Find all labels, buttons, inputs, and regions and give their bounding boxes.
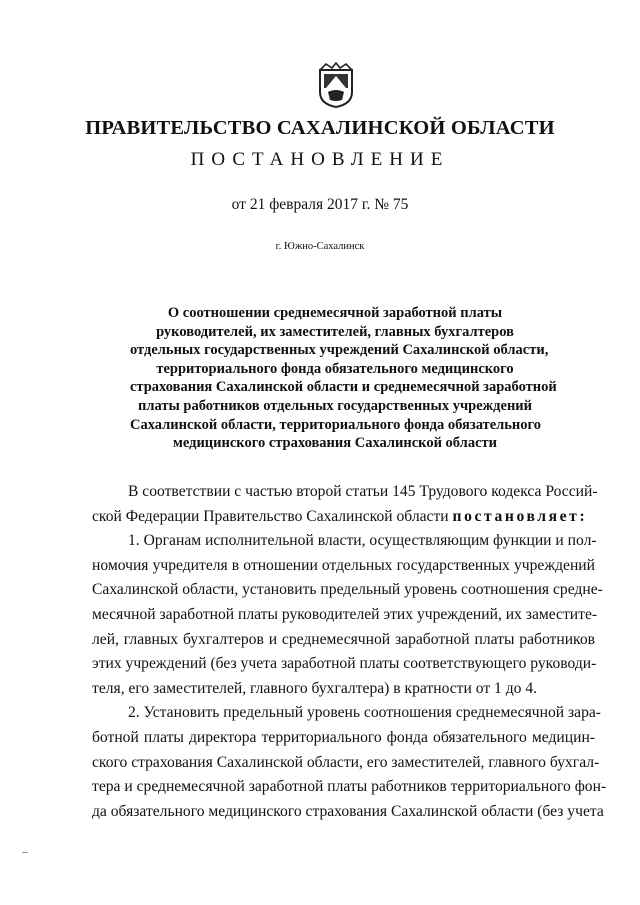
city: г. Южно-Сахалинск [275, 241, 365, 252]
subject-line: платы работников отдельных государственных учреждений [137, 397, 533, 414]
body-line: В соответствии с частью второй статьи 145 Трудового кодекса Россий- [128, 483, 598, 500]
document-subject [130, 304, 557, 453]
document-body [92, 480, 607, 824]
body-line: месячной заработной платы руководителей этих учреждений, их заместите- [92, 605, 598, 623]
subject-line: Сахалинской области, территориального фонда обязательного [130, 416, 542, 433]
subject-line: медицинского страхования Сахалинской области [173, 435, 497, 452]
body-line: ботной платы директора территориального фонда обязательного медицин- [92, 728, 595, 746]
date-number: от 21 февраля 2017 г. № 75 [231, 196, 409, 213]
body-line: 2. Установить предельный уровень соотношения среднемесячной зара- [128, 704, 601, 722]
body-line [92, 505, 595, 530]
body-line: этих учреждений (без учета заработной платы соответствующего руководи- [92, 655, 597, 673]
body-line: да обязательного медицинского страхования Сахалинской области (без учета [92, 802, 604, 820]
subject-line: отдельных государственных учреждений Сахалинской области, [130, 342, 549, 359]
body-line: ского страхования Сахалинской области, его заместителей, главного бухгал- [92, 753, 600, 771]
margin-mark [22, 852, 28, 853]
organization-title: ПРАВИТЕЛЬСТВО САХАЛИНСКОЙ ОБЛАСТИ [85, 117, 555, 139]
body-line: 1. Органам исполнительной власти, осуществляющим функции и пол- [128, 532, 597, 550]
coat-of-arms-icon [318, 62, 354, 108]
preamble-keyword: постановляет: [452, 507, 588, 525]
body-line: тера и среднемесячной заработной платы работников территориального фон- [92, 778, 607, 796]
body-line: лей, главных бухгалтеров и среднемесячной заработной платы работников [92, 630, 595, 648]
body-line: Сахалинской области, установить предельный уровень соотношения средне- [92, 581, 603, 599]
subject-line: О соотношении среднемесячной заработной платы [167, 305, 503, 321]
document-type: ПОСТАНОВЛЕНИЕ [190, 149, 450, 170]
body-line: номочия учредителя в отношении отдельных государственных учреждений [92, 556, 595, 574]
subject-line: территориального фонда обязательного медицинского [156, 360, 514, 377]
preamble-text: ской Федерации Правительство Сахалинской области [92, 507, 449, 525]
subject-line: руководителей, их заместителей, главных бухгалтеров [156, 323, 514, 340]
subject-line: страхования Сахалинской области и среднемесячной заработной [130, 379, 557, 396]
body-line: теля, его заместителей, главного бухгалтера) в кратности от 1 до 4. [92, 679, 538, 697]
